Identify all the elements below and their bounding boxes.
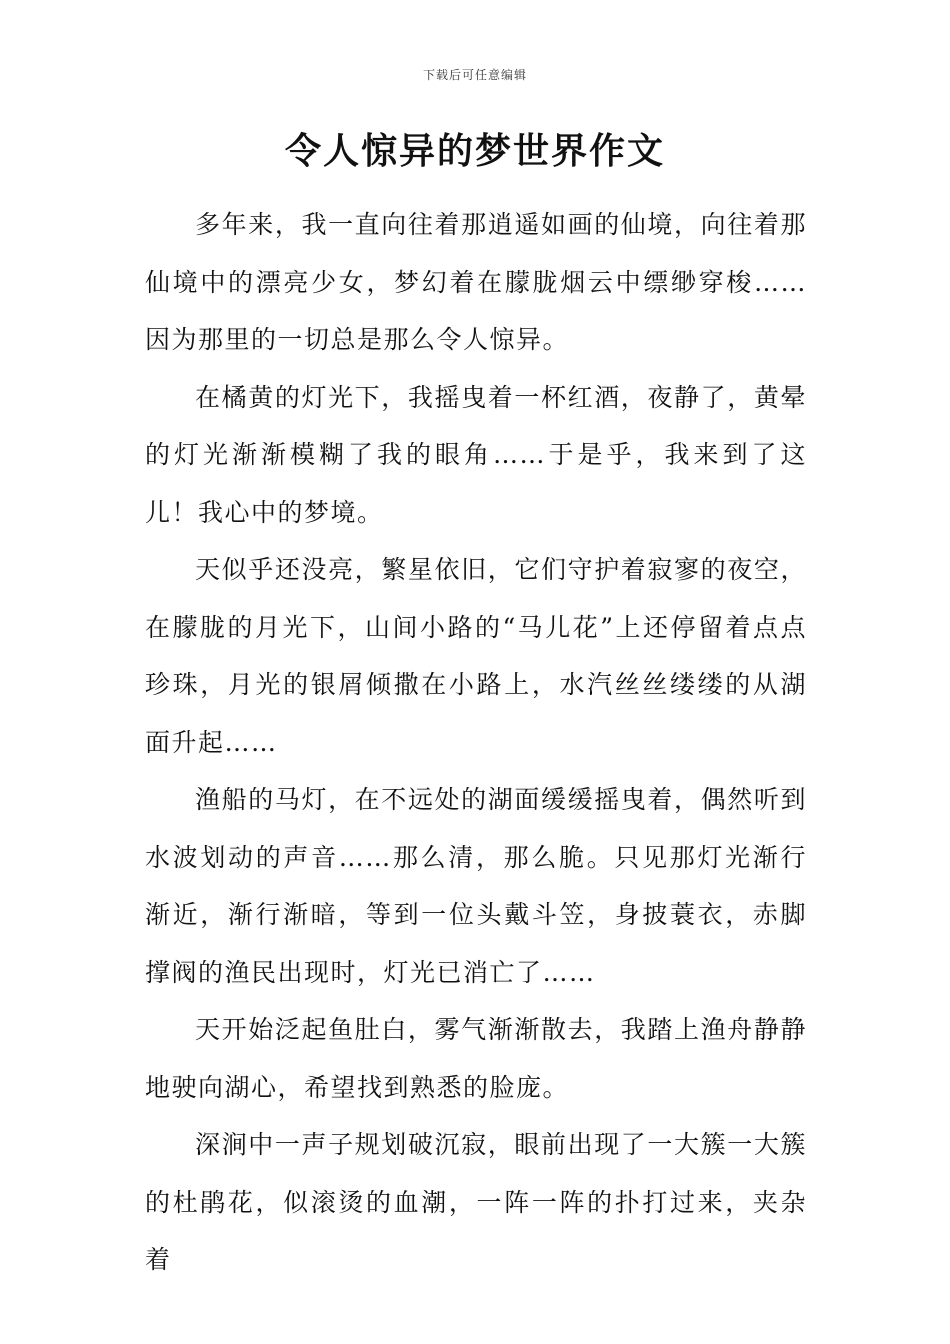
document-title: 令人惊异的梦世界作文 <box>284 131 665 172</box>
paragraph-1: 多年来，我一直向往着那逍遥如画的仙境，向往着那仙境中的漂亮少女，梦幻着在朦胧烟云中缥缈穿梭……因为那里的一切总是那么令人惊异。 <box>145 210 807 354</box>
paragraph-2: 在橘黄的灯光下，我摇曳着一杯红酒，夜静了，黄晕的灯光渐渐模糊了我的眼角……于是乎，我来到了这儿！我心中的梦境。 <box>145 382 807 527</box>
document-body <box>145 196 807 1289</box>
paragraph-4: 渔船的马灯，在不远处的湖面缓缓摇曳着，偶然听到水波划动的声音……那么清，那么脆。只见那灯光渐行渐近，渐行渐暗，等到一位头戴斗笠，身披蓑衣，赤脚撑阀的渔民出现时，灯光已消亡了…… <box>145 785 807 987</box>
paragraph-3: 天似乎还没亮，繁星依旧，它们守护着寂寥的夜空，在朦胧的月光下，山间小路的“马儿花”上还停留着点点珍珠，月光的银屑倾撒在小路上，水汽丝丝缕缕的从湖面升起…… <box>145 555 807 757</box>
paragraph-5: 天开始泛起鱼肚白，雾气渐渐散去，我踏上渔舟静静地驶向湖心，希望找到熟悉的脸庞。 <box>145 1015 807 1102</box>
header-note: 下载后可任意编辑 <box>422 68 527 82</box>
paragraph-6: 深涧中一声子规划破沉寂，眼前出现了一大簇一大簇的杜鹃花，似滚烫的血潮，一阵一阵的扑打过来，夹杂着 <box>145 1130 807 1274</box>
